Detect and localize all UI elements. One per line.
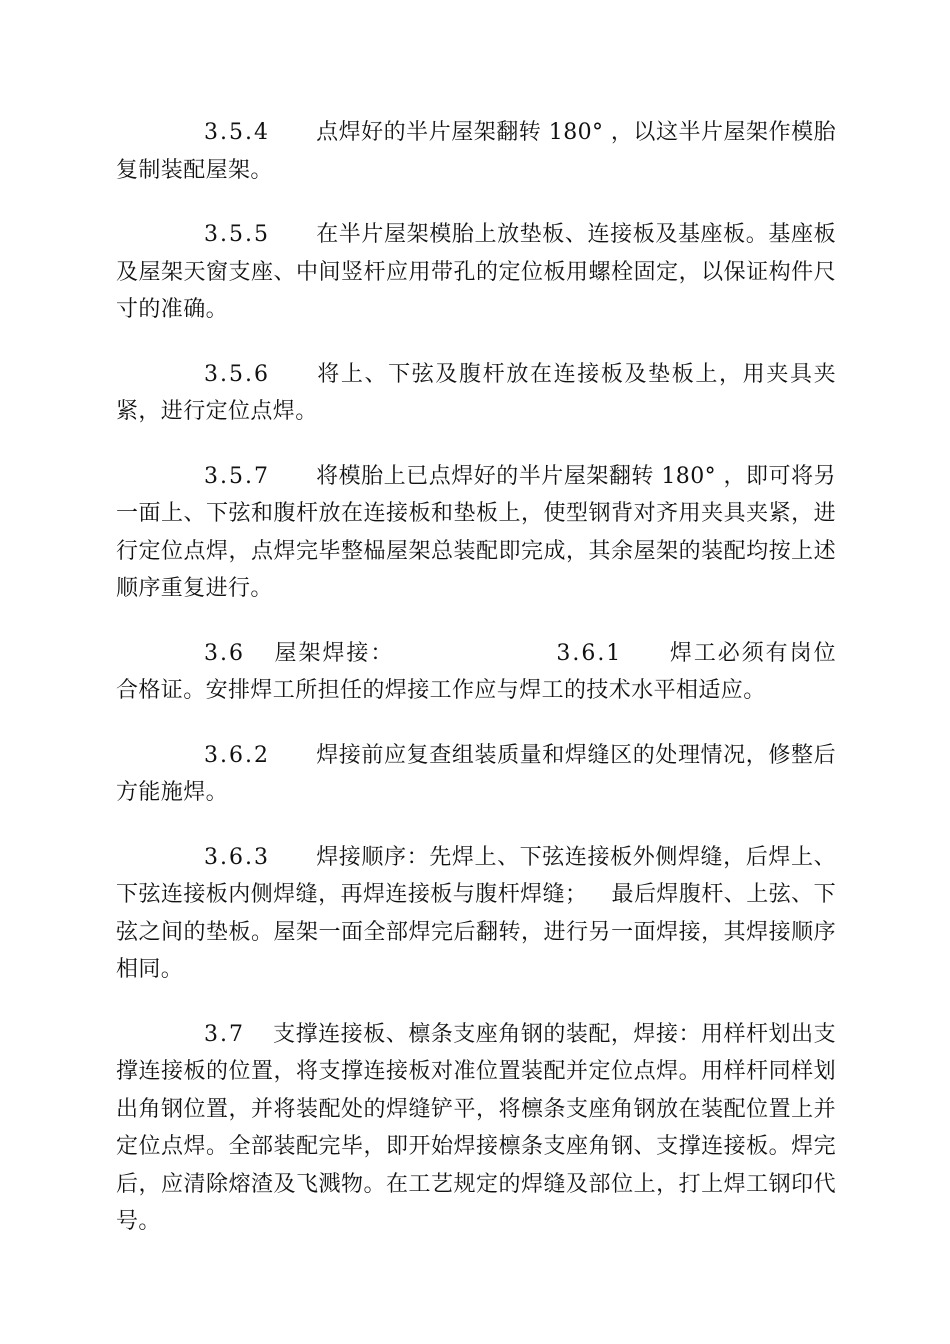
paragraph-3-5-7 bbox=[116, 458, 836, 608]
clause-text: 焊工必须有岗位合格证。安排焊工所担任的焊接工作应与焊工的技术水平相适应。 bbox=[116, 640, 836, 703]
paragraph-3-5-5 bbox=[116, 216, 836, 329]
clause-text: 焊接顺序：先焊上、下弦连接板外侧焊缝，后焊上、下弦连接板内侧焊缝，再焊连接板与腹杆焊缝； bbox=[116, 844, 836, 907]
clause-text-continued: 最后焊腹杆、上弦、下弦之间的垫板。屋架一面全部焊完后翻转，进行另一面焊接，其焊接顺序相同。 bbox=[116, 882, 836, 982]
document-page bbox=[116, 114, 836, 1268]
clause-number: 3.5.7 bbox=[204, 463, 270, 489]
clause-text: 点焊好的半片屋架翻转 180° ，以这半片屋架作模胎复制装配屋架。 bbox=[116, 120, 836, 183]
paragraph-3-5-6 bbox=[116, 356, 836, 431]
clause-number: 3.5.6 bbox=[204, 361, 270, 387]
clause-number: 3.6.2 bbox=[204, 742, 270, 768]
clause-number: 3.5.4 bbox=[204, 120, 270, 145]
clause-text: 将模胎上已点焊好的半片屋架翻转 180° ，即可将另一面上、下弦和腹杆放在连接板和垫板上，使型钢背对齐用夹具夹紧，进行定位点焊，点焊完毕整榀屋架总装配即完成，其余屋架的装配均按上述顺序重复进行。 bbox=[116, 463, 836, 601]
clause-text: 在半片屋架模胎上放垫板、连接板及基座板。基座板及屋架天窗支座、中间竖杆应用带孔的定位板用螺栓固定，以保证构件尺寸的准确。 bbox=[116, 222, 836, 322]
section-title: 屋架焊接： bbox=[273, 640, 395, 666]
clause-number: 3.5.5 bbox=[204, 222, 270, 247]
paragraph-3-6 bbox=[116, 635, 836, 710]
paragraph-3-5-4 bbox=[116, 114, 836, 189]
paragraph-3-6-2 bbox=[116, 737, 836, 812]
clause-number: 3.6.1 bbox=[556, 640, 623, 666]
clause-text: 支撑连接板、檩条支座角钢的装配，焊接：用样杆划出支撑连接板的位置，将支撑连接板对准位置装配并定位点焊。用样杆同样划出角钢位置，并将装配处的焊缝铲平，将檩条支座角钢放在装配位置上并定位点焊。全部装配完毕，即开始焊接檩条支座角钢、支撑连接板。焊完后，应清除熔渣及飞溅物。在工艺规定的焊缝及部位上，打上焊工钢印代号。 bbox=[116, 1021, 836, 1234]
paragraph-3-7 bbox=[116, 1016, 836, 1241]
clause-text: 将上、下弦及腹杆放在连接板及垫板上，用夹具夹紧，进行定位点焊。 bbox=[116, 361, 836, 424]
clause-number: 3.6.3 bbox=[204, 844, 270, 870]
section-number: 3.6 bbox=[204, 640, 245, 666]
paragraph-3-6-3 bbox=[116, 839, 836, 989]
section-number: 3.7 bbox=[204, 1021, 245, 1047]
clause-text: 焊接前应复查组装质量和焊缝区的处理情况，修整后方能施焊。 bbox=[116, 742, 836, 805]
